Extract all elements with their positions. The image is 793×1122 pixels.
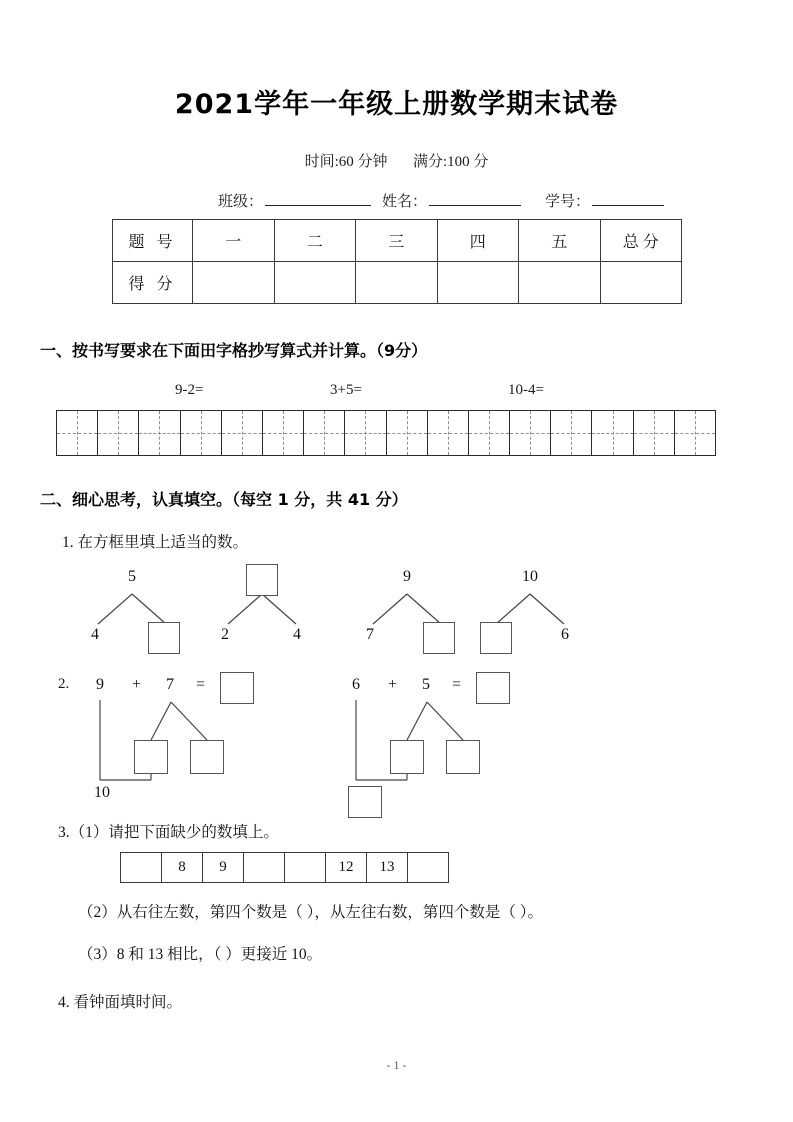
score-cell-5[interactable] — [519, 262, 601, 304]
maketen-2-addend-a: 6 — [352, 676, 360, 693]
question-2-3-part1-text: 3.（1）请把下面缺少的数填上。 — [58, 824, 279, 841]
question-2-1-text: 1. 在方框里填上适当的数。 — [62, 534, 249, 551]
sequence-cell-value[interactable]: 8 — [162, 853, 203, 882]
tianzige-cell[interactable] — [304, 411, 345, 455]
bond-2-top-input-box[interactable] — [246, 564, 278, 596]
bond-2-left-value: 2 — [221, 626, 229, 643]
number-bond-1[interactable] — [80, 568, 184, 660]
bond-4-left-input-box[interactable] — [480, 622, 512, 654]
tianzige-cell[interactable] — [222, 411, 263, 455]
maketen-2-plus-sign: + — [388, 676, 398, 693]
tianzige-cell[interactable] — [345, 411, 386, 455]
sequence-cell-blank[interactable] — [408, 853, 449, 882]
tianzige-cell[interactable] — [469, 411, 510, 455]
score-cell-4[interactable] — [437, 262, 519, 304]
question-2-3-part3-text: （3）8 和 13 相比，（ ）更接近 10。 — [78, 946, 323, 963]
bond-3-top-value: 9 — [403, 568, 411, 585]
tianzige-cell[interactable] — [675, 411, 716, 455]
student-number-label: 学号： — [545, 194, 591, 210]
sequence-cell-value[interactable]: 13 — [367, 853, 408, 882]
score-col-header-4: 四 — [437, 220, 519, 262]
score-cell-1[interactable] — [193, 262, 275, 304]
name-field[interactable] — [382, 190, 521, 211]
score-cell-2[interactable] — [274, 262, 356, 304]
section-2-heading: 二、细心思考，认真填空。（每空 1 分，共 41 分） — [40, 490, 408, 509]
bond-1-left-value: 4 — [91, 626, 99, 643]
expression-2: 3+5= — [330, 382, 362, 398]
student-number-blank[interactable] — [592, 191, 664, 206]
table-row-scores — [113, 262, 682, 304]
sequence-cell-blank[interactable] — [121, 853, 162, 882]
sequence-cell-value[interactable]: 9 — [203, 853, 244, 882]
section-1-heading: 一、按书写要求在下面田字格抄写算式并计算。（9分） — [40, 341, 428, 360]
number-sequence-strip[interactable] — [120, 852, 449, 883]
tianzige-cell[interactable] — [139, 411, 180, 455]
sequence-cell-value[interactable]: 12 — [326, 853, 367, 882]
score-col-header-2: 二 — [274, 220, 356, 262]
maketen-2-addend-b: 5 — [422, 676, 430, 693]
make-ten-diagram-1[interactable] — [92, 676, 342, 801]
full-score-label: 满分:100 分 — [413, 154, 489, 170]
tianzige-cell[interactable] — [634, 411, 675, 455]
question-2-4-text: 4. 看钟面填时间。 — [58, 994, 183, 1011]
maketen-2-equals-sign: = — [452, 676, 462, 693]
page-number-footer: - 1 - — [386, 1058, 407, 1072]
bond-3-left-value: 7 — [366, 626, 374, 643]
student-number-field[interactable] — [545, 190, 664, 211]
bond-2-right-value: 4 — [293, 626, 301, 643]
bond-4-top-value: 10 — [522, 568, 538, 585]
class-blank[interactable] — [265, 191, 371, 206]
number-bond-4[interactable] — [478, 568, 582, 660]
tianzige-cell[interactable] — [387, 411, 428, 455]
score-table — [112, 219, 682, 304]
bond-1-top-value: 5 — [128, 568, 136, 585]
row-label-score: 得 分 — [113, 262, 193, 304]
page-title: 2021学年一年级上册数学期末试卷 — [174, 89, 619, 120]
tianzige-writing-grid[interactable] — [56, 410, 716, 456]
exam-meta — [0, 150, 793, 171]
time-label: 时间:60 分钟 — [304, 154, 388, 170]
class-label: 班级： — [218, 194, 264, 210]
score-col-header-5: 五 — [519, 220, 601, 262]
score-col-header-3: 三 — [356, 220, 438, 262]
expression-1: 9-2= — [175, 382, 204, 398]
maketen-2-split-box-left[interactable] — [390, 740, 424, 774]
tianzige-cell[interactable] — [98, 411, 139, 455]
score-col-header-1: 一 — [193, 220, 275, 262]
maketen-1-split-box-right[interactable] — [190, 740, 224, 774]
question-2-2-number: 2. — [58, 676, 70, 692]
table-row-question-numbers — [113, 220, 682, 262]
tianzige-cell[interactable] — [592, 411, 633, 455]
question-2-3-part2-text: （2）从右往左数，第四个数是（ ），从左往右数，第四个数是（ ）。 — [78, 904, 544, 921]
tianzige-cell[interactable] — [551, 411, 592, 455]
score-col-header-total: 总 分 — [600, 220, 682, 262]
row-label-question-number: 题 号 — [113, 220, 193, 262]
maketen-1-sum-label: 10 — [94, 784, 110, 801]
expression-3: 10-4= — [508, 382, 544, 398]
maketen-1-split-box-left[interactable] — [134, 740, 168, 774]
maketen-1-addend-a: 9 — [96, 676, 104, 693]
sequence-cell-blank[interactable] — [285, 853, 326, 882]
number-bond-3[interactable] — [355, 568, 459, 660]
score-cell-3[interactable] — [356, 262, 438, 304]
name-label: 姓名： — [382, 194, 428, 210]
sequence-cell-blank[interactable] — [244, 853, 285, 882]
make-ten-diagram-2[interactable] — [348, 676, 598, 801]
bond-3-right-input-box[interactable] — [423, 622, 455, 654]
maketen-1-addend-b: 7 — [166, 676, 174, 693]
tianzige-cell[interactable] — [428, 411, 469, 455]
bond-4-right-value: 6 — [561, 626, 569, 643]
bond-1-right-input-box[interactable] — [148, 622, 180, 654]
maketen-2-sum-box[interactable] — [348, 786, 382, 818]
tianzige-cell[interactable] — [510, 411, 551, 455]
tianzige-cell[interactable] — [263, 411, 304, 455]
score-cell-total[interactable] — [600, 262, 682, 304]
tianzige-cell[interactable] — [181, 411, 222, 455]
name-blank[interactable] — [429, 191, 521, 206]
maketen-1-equals-sign: = — [196, 676, 206, 693]
class-field[interactable] — [218, 190, 371, 211]
maketen-1-plus-sign: + — [132, 676, 142, 693]
maketen-2-split-box-right[interactable] — [446, 740, 480, 774]
tianzige-cell[interactable] — [57, 411, 98, 455]
number-bond-2[interactable] — [210, 568, 314, 660]
